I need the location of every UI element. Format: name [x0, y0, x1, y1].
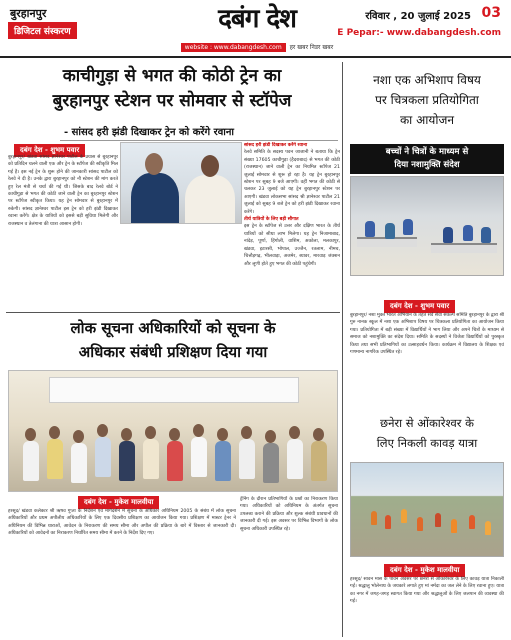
story1-headline-line1: काचीगुड़ा से भगत की कोठी ट्रेन का [62, 66, 282, 86]
photo-banner [49, 377, 299, 403]
story1-headline [6, 64, 338, 114]
story4-headline-line2: लिए निकली कावड़ यात्रा [376, 436, 478, 450]
photo-person [143, 439, 159, 479]
photo-pilgrim [417, 517, 423, 531]
photo-head [49, 426, 60, 439]
photo-student [403, 219, 413, 235]
photo-person [287, 439, 303, 479]
photo-person [311, 441, 327, 481]
photo-pilgrim [401, 509, 407, 523]
photo-person [47, 439, 63, 479]
page-number: 03 [481, 5, 501, 21]
story3-headline-line2: पर चित्रकला प्रतियोगिता [375, 93, 479, 107]
photo-head [265, 430, 276, 443]
story3-box-line1: बच्चों ने चित्रों के माध्यम से [385, 147, 469, 157]
story1-byline: दबंग देश - शुभम पवार [14, 144, 85, 157]
story4-byline: दबंग देश - मुकेश मालवीया [384, 564, 465, 577]
photo-head [73, 430, 84, 443]
logo-text: दबंग देश [218, 4, 296, 34]
photo-person [215, 441, 231, 481]
photo-student [385, 223, 395, 239]
photo-pilgrim [451, 519, 457, 533]
photo-person [239, 439, 255, 479]
photo-head [97, 424, 108, 437]
story3-headline [348, 70, 506, 130]
photo-head [145, 426, 156, 439]
story2-photo [8, 370, 338, 492]
photo-pilgrim [385, 515, 391, 529]
story3-photo [350, 176, 504, 276]
photo-head-right [201, 155, 219, 177]
story1-col2-text2: इस ट्रेन के स्टॉपेज से उत्तर और दक्षिण भारत के तीर्थ यात्रियों को सीधा लाभ मिलेगा। यह ट्रेन निजामाबाद, नांदेड़, पूर्णा, हिंगोली, वाशिम, अकोला, मलकापुर, खंडवा, इटारसी, भोपाल, उज्जैन, रतलाम, नीमच, चित्तौड़गढ़, भीलवाड़ा, अजमेर, ब्यावर, मारवाड़ जंक्शन और लूणी होते हुए भगत की कोठी पहुंचेगी। [244, 224, 340, 267]
story2-col1: हरसूद/ खंडवा कलेक्टर श्री ऋषव गुप्ता के निर्देशन एवं मार्गदर्शन में सूचना के अधिकार अधिनियम 2005 के संबंध में लोक सूचना अधिकारियों और प्रथम अपीलीय अधिकारियों के लिए एक दिवसीय प्रशिक्षण का आयोजन किया गया। प्रशिक्षण में मास्टर ट्रेनर ने अधिनियम की विभिन्न धाराओं, आवेदन के निराकरण की समय सीमा और अपील की प्रक्रिया के बारे में विस्तार से जानकारी दी। अधिकारियों को आवेदनों का निराकरण निर्धारित समय सीमा में करने के निर्देश दिए गए। [8, 509, 236, 537]
epaper-link[interactable] [337, 28, 501, 38]
photo-pilgrim [469, 515, 475, 529]
newspaper-logo [172, 4, 342, 50]
story1-headline-line2: बुरहानपुर स्टेशन पर सोमवार से स्टॉपेज [52, 91, 292, 111]
story4-photo [350, 462, 504, 557]
photo-head [313, 428, 324, 441]
story3-subhead-box [350, 144, 504, 174]
photo-student [481, 227, 491, 243]
photo-person [71, 443, 87, 483]
photo-student [443, 227, 453, 243]
photo-student [365, 221, 375, 237]
epaper-label: E Pepar:- [337, 28, 384, 38]
story2-headline [8, 316, 338, 364]
photo-person-left [131, 173, 179, 224]
photo-head [289, 426, 300, 439]
story3-headline-line3: का आयोजन [399, 113, 455, 127]
photo-head [25, 428, 36, 441]
photo-head [169, 428, 180, 441]
issue-date: रविवार , 20 जुलाई 2025 [365, 11, 471, 22]
photo-student [463, 225, 473, 241]
story1-col1: बुरहानपुर/ खंडवा सांसद ज्ञानेश्वर पाटील के प्रयास से बुरहानपुर को प्रतिदिन चलने वाली एक और ट्रेन के स्टॉपेज की स्वीकृति मिल गई है। इस नई ट्रेन के शुरू होने की जानकारी सांसद पाटील को रेलवे ने दी है। उनके द्वारा बुरहानपुर को नौ स्टेशन की मांग करते हुए रेल मंत्री से चर्चा की गई थी। जिसके बाद रेलवे बोर्ड ने काचीगुड़ा से भगत की कोठी जाने वाली ट्रेन का बुरहानपुर स्टेशन पर स्टॉपेज स्वीकृत किया। यह ट्रेन सोमवार से बुरहानपुर में रुकेगी। सांसद ज्ञानेश्वर पाटील इस ट्रेन को हरी झंडी दिखाकर रवाना करेंगे। क्षेत्र के यात्रियों को इससे बड़ी सुविधा मिलेगी और राजस्थान व तेलंगाना की यात्रा आसान होगी। [8, 155, 118, 227]
story2-byline: दबंग देश - मुकेश मालवीया [78, 496, 159, 509]
story1-col2-head: सांसद हरी झंडी दिखाकर करेंगे रवाना [244, 143, 308, 148]
photo-head-left [145, 153, 163, 175]
photo-person [95, 437, 111, 477]
story2-headline-line2: अधिकार संबंधी प्रशिक्षण दिया गया [78, 343, 268, 361]
tagline: हर खबर निडर खबर [289, 44, 334, 51]
story1-col2 [244, 142, 340, 310]
photo-pilgrim [435, 513, 441, 527]
story1-col2-text: रेलवे समिति के सदस्य पवन जाजानी ने बताया कि ट्रेन संख्या 17605 काचीगुड़ा (हैदराबाद) से भगत की कोठी (राजस्थान) जाने वाली ट्रेन का नियमित स्टॉपेज 21 जुलाई सोमवार से शुरू हो रहा है। यह ट्रेन बुरहानपुर स्टेशन पर सुबह 9 बजे आएगी। वहीं भगत की कोठी से चलकर 23 जुलाई को यह ट्रेन बुरहानपुर स्टेशन पर आएगी। खंडवा लोकसभा सांसद श्री ज्ञानेश्वर पाटील 21 जुलाई को सुबह 9 बजे ट्रेन को हरी झंडी दिखाकर रवाना करेंगे। [244, 150, 340, 215]
story4-headline-line1: छनेरा से ओंकारेश्वर के [380, 416, 474, 430]
story2-headline-line1: लोक सूचना अधिकारियों को सूचना के [70, 319, 276, 337]
story1-col1-cont [8, 226, 242, 310]
story3-body: बुरहानपुर/ नशा मुक्त भारत अभियान के तहत सर्व सेवा संकल्प समिति बुरहानपुर के द्वारा श्री गुरु नानक स्कूल में नशा एक अभिशाप विषय पर चित्रकला प्रतियोगिता का आयोजन किया गया। प्रतियोगिता में बड़ी संख्या में विद्यार्थियों ने भाग लिया और अपने चित्रों के माध्यम से समाज को नशामुक्ति का संदेश दिया। समिति के सदस्यों ने विजेता विद्यार्थियों को पुरस्कृत किया तथा सभी प्रतिभागियों का उत्साहवर्धन किया। कार्यक्रम में विद्यालय के शिक्षक एवं गणमान्य नागरिक उपस्थित रहे। [350, 313, 504, 356]
epaper-url: www.dabangdesh.com [383, 28, 501, 38]
photo-head [241, 426, 252, 439]
story1-col2-head2: तीर्थ यात्रियों के लिए बड़ी सौगात [244, 217, 299, 223]
column-divider [342, 62, 343, 637]
story3-byline: दबंग देश - शुभम पवार [384, 300, 455, 313]
story1-photo [120, 142, 242, 224]
story2-col2: ट्रेनिंग के दौरान प्रतिभागियों के प्रश्नों का निराकरण किया गया। अधिकारियों को अधिनियम के अंतर्गत सूचना उपलब्ध कराने की प्रक्रिया और शुल्क संबंधी प्रावधानों की जानकारी दी गई। इस अवसर पर विभिन्न विभागों के लोक सूचना अधिकारी उपस्थित रहे। [240, 497, 338, 532]
story4-headline [350, 413, 504, 453]
photo-head [193, 424, 204, 437]
photo-person [263, 443, 279, 483]
photo-head [121, 428, 132, 441]
photo-person [119, 441, 135, 481]
story4-body: हरसूद/ सावन मास के पावन अवसर पर छनेरा से ओंकारेश्वर के लिए कावड़ यात्रा निकाली गई। श्रद्धालु भोलेनाथ के जयकारे लगाते हुए मां नर्मदा का जल लेने के लिए रवाना हुए। यात्रा का नगर में जगह-जगह स्वागत किया गया और श्रद्धालुओं के लिए जलपान की व्यवस्था की गई। [350, 577, 504, 605]
photo-pilgrim [485, 521, 491, 535]
photo-pilgrim [371, 511, 377, 525]
city-name: बुरहानपुर [10, 7, 47, 20]
edition-badge: डिजिटल संस्करण [8, 22, 77, 39]
story3-headline-line1: नशा एक अभिशाप विषय [373, 73, 481, 87]
photo-head [217, 428, 228, 441]
section-divider [6, 312, 340, 313]
photo-person [23, 441, 39, 481]
masthead [0, 0, 511, 58]
photo-desk [431, 243, 497, 253]
photo-person-right [185, 175, 235, 224]
photo-person [191, 437, 207, 477]
story3-box-line2: दिया नशामुक्ति संदेश [394, 160, 460, 170]
website-label: website : www.dabangdesh.com [181, 43, 286, 52]
photo-person [167, 441, 183, 481]
story1-subhead: - सांसद हरी झंडी दिखाकर ट्रेन को करेंगे रवाना [60, 122, 338, 141]
